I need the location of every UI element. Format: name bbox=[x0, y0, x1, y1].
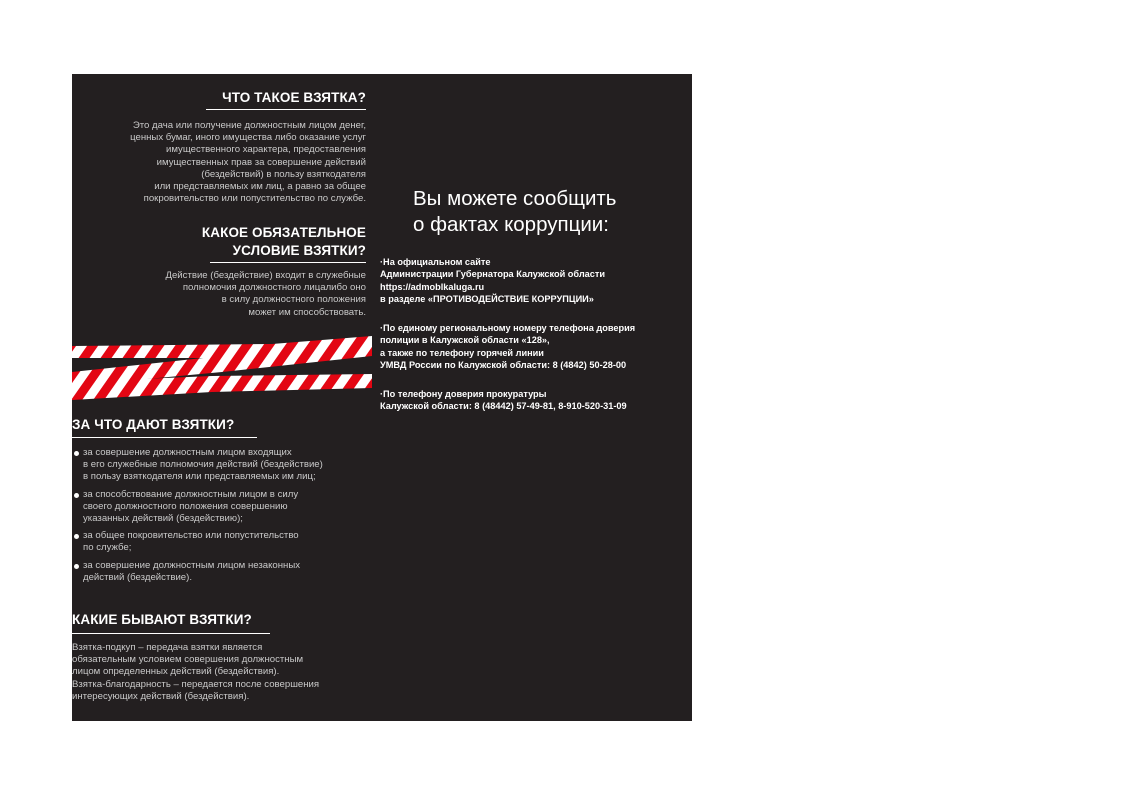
contact-website: ·На официальном сайте Администрации Губернатора Калужской области https://admoblkaluga.ru в разделе «ПРОТИВОДЕЙСТВИЕ КОРРУПЦИИ» bbox=[380, 257, 606, 305]
list-item: за общее покровительство или попустительство по службе; bbox=[72, 530, 382, 554]
bribe-reasons-list bbox=[72, 447, 382, 589]
right-column bbox=[380, 74, 692, 721]
heading-bribe-types: КАКИЕ БЫВАЮТ ВЗЯТКИ? bbox=[72, 612, 252, 627]
contact-prosecutor-hotline: ·По телефону доверия прокуратуры Калужской области: 8 (48442) 57-49-81, 8-910-520-31-09 bbox=[380, 389, 627, 412]
anti-corruption-leaflet bbox=[72, 74, 692, 721]
heading-underline bbox=[72, 633, 270, 634]
bullet-icon bbox=[74, 564, 79, 569]
warning-tape-illustration bbox=[72, 336, 382, 406]
left-bottom-column bbox=[72, 410, 382, 721]
report-corruption-title: Вы можете сообщить о фактах коррупции: bbox=[413, 187, 617, 236]
contact-police-hotline: ·По единому региональному номеру телефона доверия полиции в Калужской области «128», а также по телефону горячей линии УМВД России по Калужской области: 8 (4842) 50-28-00 bbox=[380, 323, 636, 371]
heading-bribe-condition: КАКОЕ ОБЯЗАТЕЛЬНОЕ УСЛОВИЕ ВЗЯТКИ? bbox=[201, 225, 366, 258]
heading-why-bribes: ЗА ЧТО ДАЮТ ВЗЯТКИ? bbox=[72, 417, 235, 432]
heading-what-is-bribe: ЧТО ТАКОЕ ВЗЯТКА? bbox=[222, 90, 366, 105]
list-item: за совершение должностным лицом входящих в его служебные полномочия действий (бездействие) в пользу взяткодателя или представляемых им лиц; bbox=[72, 447, 382, 484]
list-item: за способствование должностным лицом в силу своего должностного положения совершению указанных действий (бездействию); bbox=[72, 489, 382, 526]
heading-underline bbox=[72, 437, 257, 438]
bullet-icon bbox=[74, 451, 79, 456]
bullet-icon bbox=[74, 534, 79, 539]
bribe-definition-text: Это дача или получение должностным лицом денег, ценных бумаг, иного имущества либо оказание услуг имущественного характера, предоставления имущественных прав за совершение действий (бездействий) в пользу взяткодателя или представляемых им лиц, а равно за общее покровительство или попустительство по службе. bbox=[130, 120, 366, 205]
left-top-column bbox=[72, 74, 366, 334]
bribe-condition-text: Действие (бездействие) входит в служебные полномочия должностного лицалибо оно в силу должностного положения может им способствовать. bbox=[165, 270, 366, 318]
bullet-icon bbox=[74, 493, 79, 498]
list-item: за совершение должностным лицом незаконных действий (бездействие). bbox=[72, 560, 382, 584]
heading-underline bbox=[210, 262, 366, 263]
bribe-types-text: Взятка-подкуп – передача взятки является обязательным условием совершения должностным лицом определенных действий (бездействия). Взятка-благодарность – передается после совершения интересующих действий (бездействия). bbox=[72, 642, 320, 702]
heading-underline bbox=[206, 109, 366, 110]
